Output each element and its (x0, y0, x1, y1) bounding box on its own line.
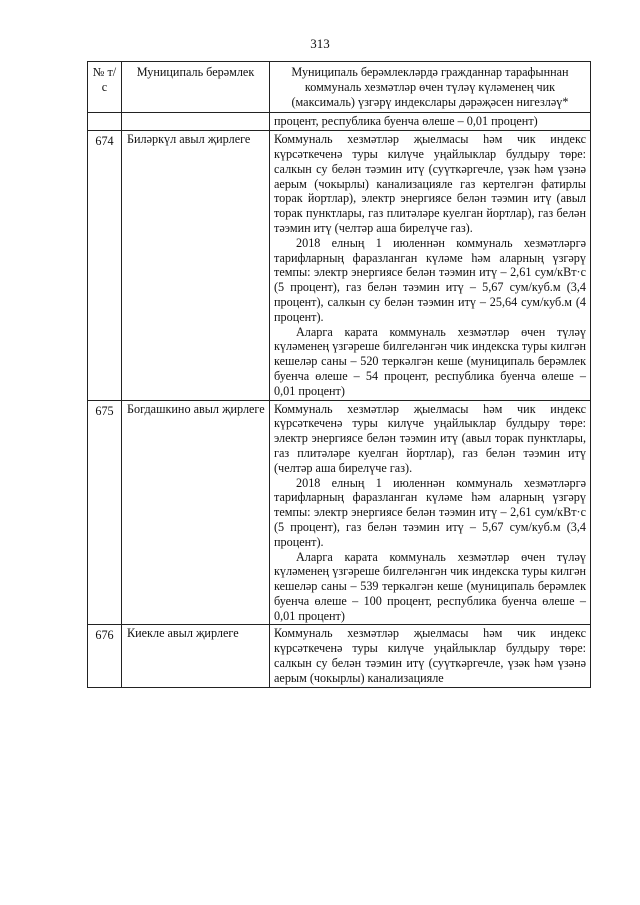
continuation-text: процент, республика буенча өлеше – 0,01 процент) (270, 113, 591, 131)
table-row (88, 625, 591, 687)
row-paragraph: Аларга карата коммуналь хезмәтләр өчен түләү күләменең үзгәреше билгеләнгән чик индекска туры килгән кешеләр саны – 520 теркәлгән кеше (муниципаль берәмлек буенча өлеше – 54 процент, республика буенча өлеше – 0,01 процент) (274, 324, 586, 398)
table-row (88, 400, 591, 625)
row-paragraph: 2018 елның 1 июленнән коммуналь хезмәтләргә тарифларның фаразланган күләме һәм аларның үзгәрү темпы: электр энергиясе белән тәэмин итү – 2,61 сум/кВт·с (5 процент), газ белән тәэмин итү – 5,67 сум/куб.м (3,4 процент). (274, 475, 586, 549)
row-paragraph: Коммуналь хезмәтләр җыелмасы һәм чик индекс күрсәткеченә туры килүче уңайлыклар булдыру төре: салкын су белән тәэмин итү (суүткәргечле, үзәк һәм үзәнә аерым (чокырлы) канализацияле (274, 626, 586, 685)
table-header-row (88, 62, 591, 113)
indices-table (87, 61, 591, 688)
row-municipality: Биләркүл авыл җирлеге (122, 131, 270, 400)
row-number: 674 (88, 131, 122, 400)
continuation-row (88, 113, 591, 131)
page-number: 313 (310, 36, 330, 51)
row-description (270, 131, 591, 400)
table-row (88, 131, 591, 400)
row-paragraph: Коммуналь хезмәтләр җыелмасы һәм чик индекс күрсәткеченә туры килүче уңайлыклар булдыру төре: электр энергиясе белән тәэмин итү (авыл торак пунктлары, газ плитәләре куелган йортлар), газ белән тәэмин итү (челтәр аша бирелүче газ). (274, 401, 586, 475)
row-paragraph: Аларга карата коммуналь хезмәтләр өчен түләү күләменең үзгәреше билгеләнгән чик индекска туры килгән кешеләр саны – 539 теркәлгән кеше (муниципаль берәмлек буенча өлеше – 100 процент, республика буенча өлеше – 0,01 процент) (274, 549, 586, 623)
row-municipality: Киекле авыл җирлеге (122, 625, 270, 687)
header-number: № т/с (88, 62, 122, 113)
row-number: 675 (88, 400, 122, 625)
row-paragraph: 2018 елның 1 июленнән коммуналь хезмәтләргә тарифларның фаразланган күләме һәм аларның үзгәрү темпы: электр энергиясе белән тәэмин итү – 2,61 сум/кВт·с (5 процент), газ белән тәэмин итү – 5,67 сум/куб.м (3,4 процент), салкын су белән тәэмин итү – 25,64 сум/куб.м (4 процент). (274, 235, 586, 324)
header-justification: Муниципаль берәмлекләрдә гражданнар тарафыннан коммуналь хезмәтләр өчен түләү күләменең чик (максималь) үзгәрү индекслары дәрәҗәсен нигезләү* (270, 62, 591, 113)
row-paragraph: Коммуналь хезмәтләр җыелмасы һәм чик индекс күрсәткеченә туры килүче уңайлыклар булдыру төре: салкын су белән тәэмин итү (суүткәргечле, үзәк һәм үзәнә аерым (чокырлы) канализацияле газ кертелгән фатирлы торак йортлар), электр энергиясе белән тәэмин итү (авыл торак пунктлары, газ плитәләре куелган йортлар), газ белән тәэмин итү (челтәр аша бирелүче газ). (274, 132, 586, 235)
row-description (270, 400, 591, 625)
row-number: 676 (88, 625, 122, 687)
row-description (270, 625, 591, 687)
row-municipality: Богдашкино авыл җирлеге (122, 400, 270, 625)
header-municipality: Муниципаль берәмлек (122, 62, 270, 113)
